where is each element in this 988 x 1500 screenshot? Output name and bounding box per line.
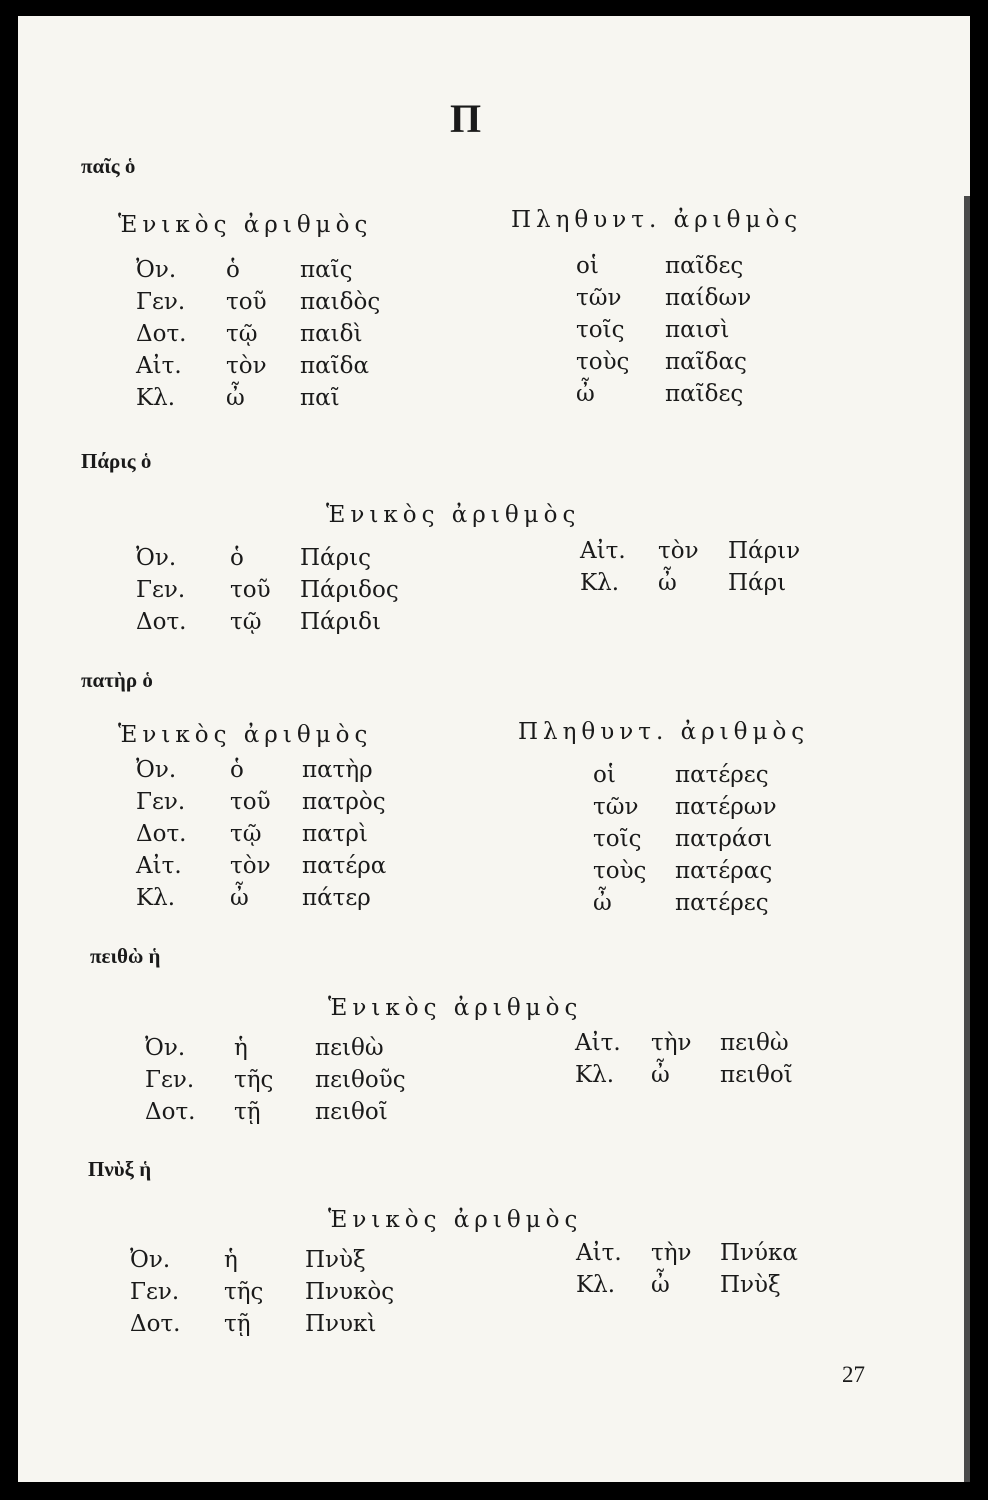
singular-label: Ἑνικὸς ἀριθμὸς [328, 995, 583, 1021]
singular-label: Ἑνικὸς ἀριθμὸς [326, 502, 581, 528]
article: ἡ [224, 1247, 238, 1273]
article: οἱ [593, 762, 616, 788]
article: τοῦ [226, 289, 267, 315]
case-label: Δοτ. [145, 1099, 196, 1125]
form: πατέρες [675, 762, 769, 788]
headword: παῖς ὁ [81, 154, 136, 178]
plural-label: Πληθυντ. ἀριθμὸς [511, 207, 803, 233]
article: ὦ [576, 381, 595, 407]
article: ὦ [593, 890, 612, 916]
form: πειθὼ [720, 1030, 789, 1056]
article: τὴν [651, 1240, 692, 1266]
form: πατέρα [302, 853, 387, 879]
form: παῖδες [665, 253, 744, 279]
article: ὦ [651, 1272, 670, 1298]
form: Πάριδος [300, 577, 399, 603]
form: Πνυκὶ [305, 1311, 377, 1337]
form: παισὶ [665, 317, 730, 343]
headword: Πνὺξ ἡ [88, 1157, 152, 1181]
page-number: 27 [842, 1362, 865, 1387]
case-label: Γεν. [136, 789, 186, 815]
plural-label: Πληθυντ. ἀριθμὸς [518, 719, 810, 745]
article: ὦ [226, 385, 245, 411]
case-label: Ὀν. [136, 545, 177, 571]
form: πειθοῦς [315, 1067, 406, 1093]
case-label: Αἰτ. [136, 353, 182, 379]
headword: πειθὼ ἡ [90, 944, 161, 968]
form: παῖ [300, 385, 340, 411]
form: παῖδας [665, 349, 747, 375]
form: Πάριδι [300, 609, 381, 635]
case-label: Ὀν. [145, 1035, 186, 1061]
case-label: Γεν. [145, 1067, 195, 1093]
article: τῷ [226, 321, 258, 347]
article: τῷ [230, 821, 262, 847]
article: τῇ [234, 1099, 261, 1125]
singular-label: Ἑνικὸς ἀριθμὸς [118, 722, 373, 748]
case-label: Αἰτ. [580, 538, 626, 564]
form: πατράσι [675, 826, 773, 852]
case-label: Γεν. [130, 1279, 180, 1305]
binding-shadow [964, 196, 970, 1482]
headword: πατὴρ ὁ [81, 668, 153, 692]
article: τοῦ [230, 789, 271, 815]
article: τῇ [224, 1311, 251, 1337]
article: ἡ [234, 1035, 248, 1061]
form: πατέρες [675, 890, 769, 916]
article: ὁ [230, 545, 244, 571]
form: Πνύκα [720, 1240, 798, 1266]
form: πατρὸς [302, 789, 386, 815]
form: παιδὸς [300, 289, 381, 315]
article: τὴν [651, 1030, 692, 1056]
form: πειθοῖ [315, 1099, 388, 1125]
case-label: Ὀν. [130, 1247, 171, 1273]
case-label: Δοτ. [136, 821, 187, 847]
article: οἱ [576, 253, 599, 279]
article: ὦ [651, 1062, 670, 1088]
form: Πνὺξ [305, 1247, 366, 1273]
form: πατὴρ [302, 757, 373, 783]
case-label: Κλ. [136, 385, 176, 411]
form: παῖδες [665, 381, 744, 407]
case-label: Δοτ. [130, 1311, 181, 1337]
form: πειθὼ [315, 1035, 384, 1061]
case-label: Αἰτ. [575, 1030, 621, 1056]
singular-label: Ἑνικὸς ἀριθμὸς [118, 212, 373, 238]
article: τῆς [224, 1279, 264, 1305]
form: παιδὶ [300, 321, 363, 347]
case-label: Κλ. [576, 1272, 616, 1298]
case-label: Κλ. [580, 570, 620, 596]
article: τοὺς [576, 349, 630, 375]
article: τοῖς [576, 317, 625, 343]
section-letter: Π [450, 96, 482, 141]
form: παῖδα [300, 353, 370, 379]
case-label: Γεν. [136, 289, 186, 315]
article: τοῖς [593, 826, 642, 852]
case-label: Κλ. [575, 1062, 615, 1088]
case-label: Κλ. [136, 885, 176, 911]
form: παίδων [665, 285, 752, 311]
form: πατρὶ [302, 821, 368, 847]
article: τὸν [226, 353, 267, 379]
case-label: Δοτ. [136, 321, 187, 347]
article: τοὺς [593, 858, 647, 884]
case-label: Ὀν. [136, 257, 177, 283]
article: ὁ [230, 757, 244, 783]
article: τὸν [658, 538, 699, 564]
form: πατέρας [675, 858, 773, 884]
article: ὦ [658, 570, 677, 596]
form: πάτερ [302, 885, 371, 911]
form: πειθοῖ [720, 1062, 793, 1088]
form: Πάρι [728, 570, 787, 596]
article: τοῦ [230, 577, 271, 603]
singular-label: Ἑνικὸς ἀριθμὸς [328, 1207, 583, 1233]
article: τῶν [593, 794, 639, 820]
case-label: Γεν. [136, 577, 186, 603]
article: ὦ [230, 885, 249, 911]
article: τῶν [576, 285, 622, 311]
book-page [18, 16, 970, 1482]
form: Πνὺξ [720, 1272, 781, 1298]
case-label: Αἰτ. [136, 853, 182, 879]
article: τὸν [230, 853, 271, 879]
case-label: Ὀν. [136, 757, 177, 783]
form: Πάριν [728, 538, 801, 564]
form: Πνυκὸς [305, 1279, 395, 1305]
form: πατέρων [675, 794, 777, 820]
case-label: Αἰτ. [576, 1240, 622, 1266]
article: τῆς [234, 1067, 274, 1093]
headword: Πάρις ὁ [81, 449, 152, 473]
case-label: Δοτ. [136, 609, 187, 635]
form: Πάρις [300, 545, 372, 571]
article: ὁ [226, 257, 240, 283]
article: τῷ [230, 609, 262, 635]
form: παῖς [300, 257, 353, 283]
